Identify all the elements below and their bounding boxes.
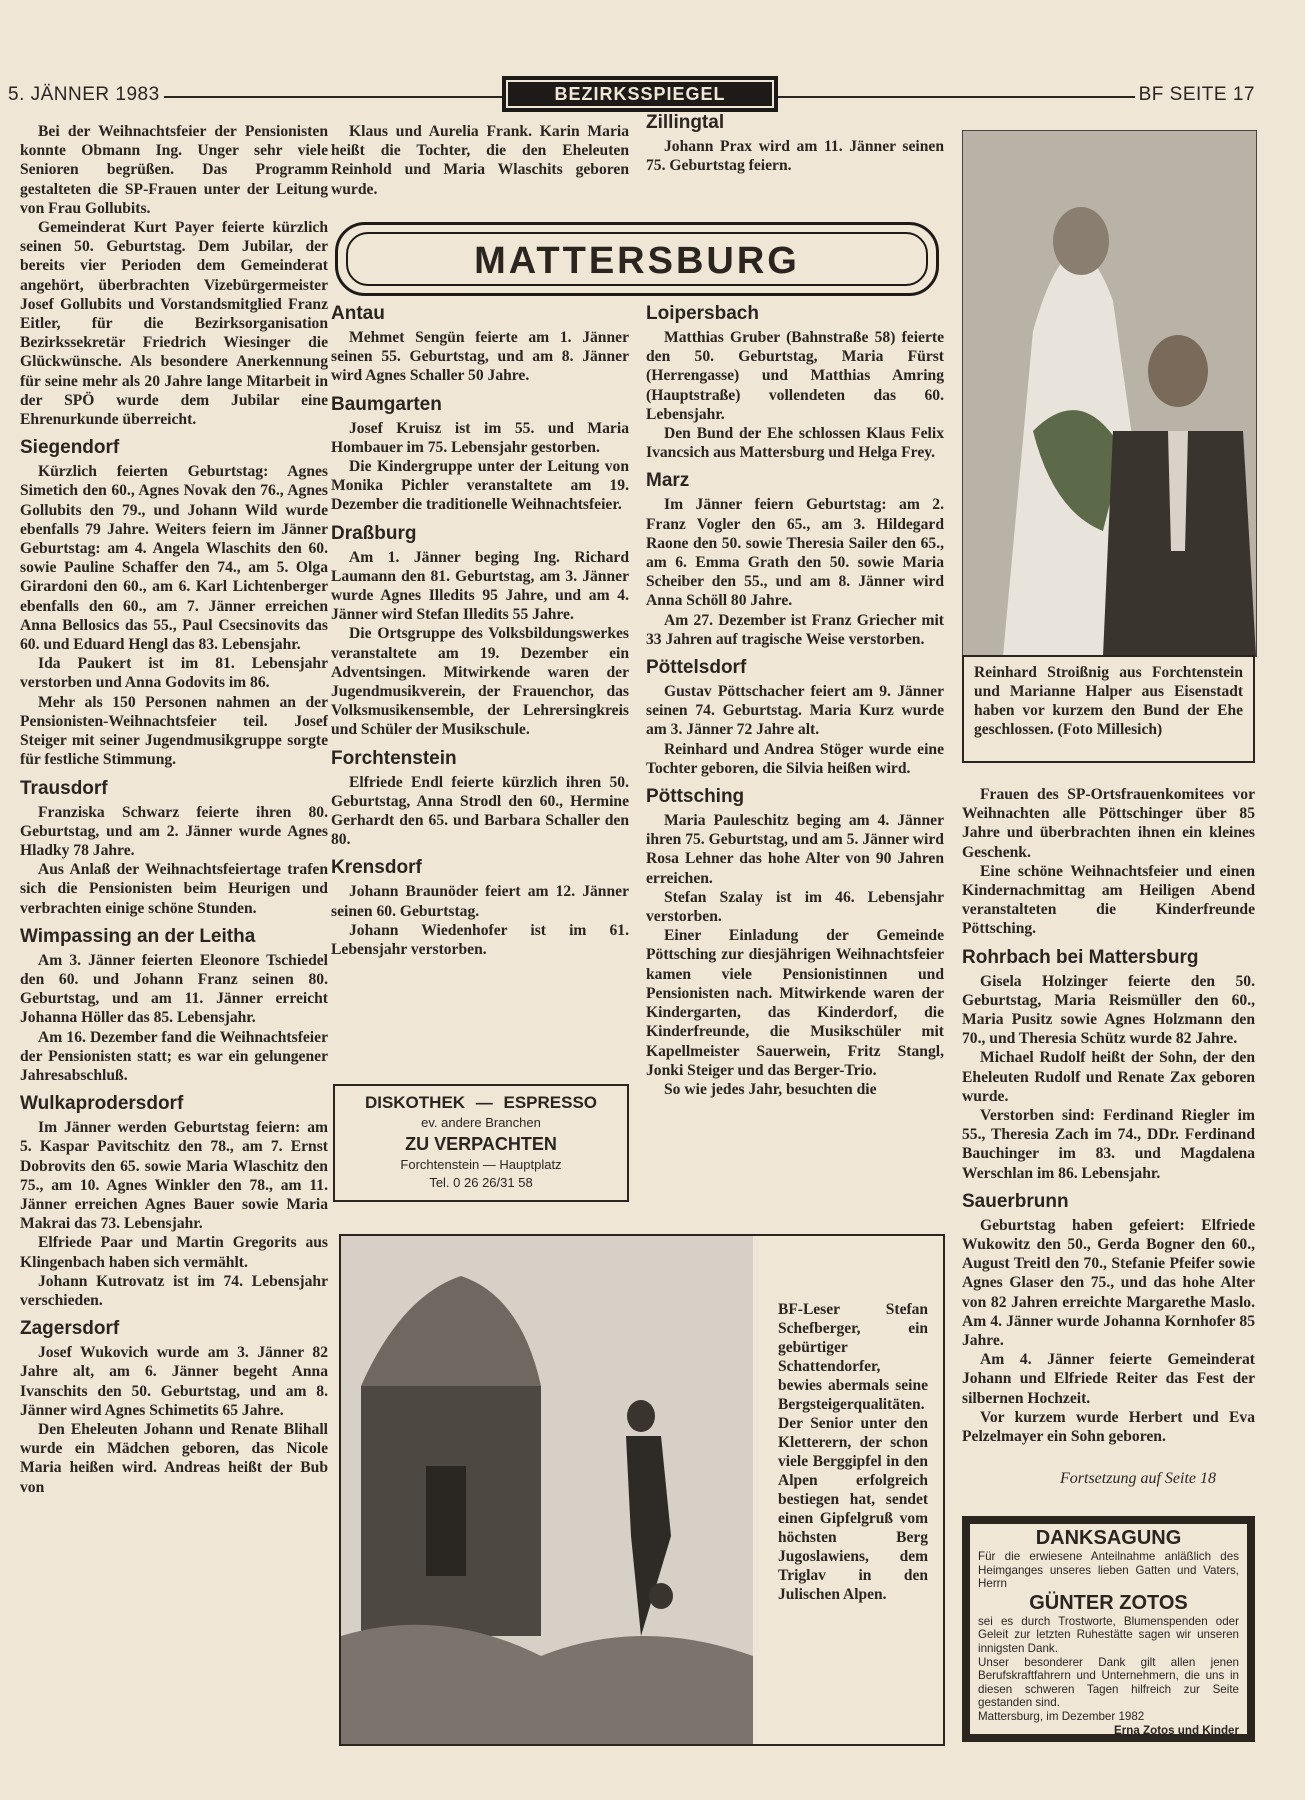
article-paragraph: Im Jänner werden Geburtstag feiern: am 5. Kaspar Pavitschitz den 78., am 7. Ernst Dobrovits den 65. sowie Maria Wlaschitz den 75., am 10. Agnes Winkler den 78., am 11. Jänner erreichen Agnes Bauer sowie Maria Makrai das 73. Lebensjahr. — [20, 1119, 328, 1233]
article-paragraph: Gemeinderat Kurt Payer feierte kürzlich seinen 50. Geburtstag. Dem Jubilar, der bereits vier Perioden dem Gemeinderat angehört, überbrachten Vizebürgermeister Josef Gollubits und Vorstandsmitglied Franz Eitler, für die Bezirksorganisation Bezirkssekretär Friedrich Wiesinger die Glückwünsche. Als besondere Anerkennung für seine mehr als 20 Jahre lange Mitarbeit in der SPÖ wurde dem Jubilar eine Ehrenurkunde überreicht. — [20, 219, 328, 429]
article-paragraph: Bei der Weihnachtsfeier der Pensionisten konnte Obmann Ing. Unger sehr viele Senioren begrüßen. Das Programm gestalteten die SP-Frauen unter der Leitung von Frau Gollubits. — [20, 123, 328, 217]
advertisement-box — [333, 1084, 629, 1202]
article-paragraph: Johann Wiedenhofer ist im 61. Lebensjahr verstorben. — [331, 921, 629, 959]
mattersburg-banner — [335, 222, 939, 296]
article-paragraph: Gisela Holzinger feierte den 50. Geburtstag, Maria Reismüller den 60., Maria Pusitz sowie Agnes Holzmann den 70., und Theresia Schütz wurde 82 Jahre. — [962, 972, 1255, 1048]
article-paragraph: Josef Kruisz ist im 55. und Maria Hombauer im 75. Lebensjahr gestorben. — [331, 419, 629, 456]
section-heading: Krensdorf — [331, 857, 422, 879]
page-header — [0, 84, 1305, 114]
danksagung-name: GÜNTER ZOTOS — [1029, 1591, 1188, 1614]
danksagung-text-2: sei es durch Trostworte, Blumenspenden oder Geleit zur letzten Ruhestätte sagen wir unseren innigsten Dank. — [978, 1614, 1239, 1655]
article-paragraph: Gustav Pöttschacher feiert am 9. Jänner seinen 74. Geburtstag. Maria Kurz wurde am 3. Jänner 72 Jahre alt. — [646, 683, 944, 739]
article-paragraph: So wie jedes Jahr, besuchten die — [664, 1080, 877, 1098]
section-heading: Trausdorf — [20, 777, 108, 799]
section-heading: Forchtenstein — [331, 747, 457, 769]
mountain-photo-caption: BF-Leser Stefan Schefberger, ein gebürtiger Schattendorfer, bewies abermals seine Bergsteigerqualitäten. Der Senior unter den Kletterern, der schon viele Berggipfel in den Alpen erfolgreich bestiegen hat, sendet einen Gipfelgruß vom höchsten Berg Jugoslawiens, dem Triglav in den Julischen Alpen. — [778, 1301, 928, 1603]
article-paragraph: Matthias Gruber (Bahnstraße 58) feierte den 50. Geburtstag, Maria Fürst (Herrengasse) und Matthias Amring (Hauptstraße) vollendeten das 60. Lebensjahr. — [646, 329, 944, 423]
article-paragraph: Die Kindergruppe unter der Leitung von Monika Pichler veranstaltete am 19. Dezember die traditionelle Weihnachtsfeier. — [331, 458, 629, 514]
article-paragraph: Kürzlich feierten Geburtstag: Agnes Simetich den 60., Agnes Novak den 76., Agnes Gollubits den 79., und Johann Wild wurde ebenfalls 79 Jahre. Weiters feiern im Jänner Geburtstag: am 4. Angela Wlaschits den 60. sowie Pauline Schaffer den 74., am 5. Olga Girardoni den 60., am 6. Karl Lichtenberger ebenfalls den 60., am 7. Jänner erreichen Anna Bellosics das 55., Paul Csecsinovits das 60. und Eduard Hengl das 83. Lebensjahr. — [20, 463, 328, 654]
continuation-note: Fortsetzung auf Seite 18 — [1060, 1470, 1216, 1487]
article-paragraph: Einer Einladung der Gemeinde Pöttsching zur diesjährigen Weihnachtsfeier kamen viele Pensionistinnen und Pensionisten nach. Mitwirkende waren der Kindergarten, das Kinderdorf, die Kinderfreunde, die Musikschüler mit Kapellmeister Sauerwein, Fritz Stangl, Jonki Steiger und das Berger-Trio. — [646, 927, 944, 1079]
mountain-photo-frame — [339, 1234, 945, 1746]
article-paragraph: Am 27. Dezember ist Franz Griecher mit 33 Jahren auf tragische Weise verstorben. — [646, 611, 944, 648]
ad-line-5: Tel. 0 26 26/31 58 — [429, 1175, 533, 1190]
article-paragraph: Johann Prax wird am 11. Jänner seinen 75. Geburtstag feiern. — [646, 138, 944, 175]
ad-line-2: ev. andere Branchen — [421, 1115, 541, 1130]
article-paragraph: Verstorben sind: Ferdinand Riegler im 55., Theresia Zach im 74., DDr. Ferdinand Bauchinger im 83. und Magdalena Werschlan im 86. Lebensjahr. — [962, 1107, 1255, 1182]
section-heading: Wulkaprodersdorf — [20, 1093, 184, 1115]
ad-line-1: DISKOTHEK — ESPRESSO — [364, 1093, 598, 1112]
wedding-photo-caption: Reinhard Stroißnig aus Forchtenstein und Marianne Halper aus Eisenstadt haben vor kurzem den Bund der Ehe geschlossen. (Foto Millesich) — [962, 655, 1255, 763]
banner-title: MATTERSBURG — [346, 232, 928, 286]
section-heading: Zillingtal — [646, 112, 725, 133]
article-paragraph: Die Ortsgruppe des Volksbildungswerkes veranstaltete am 19. Dezember ein Adventsingen. Mitwirkende waren der Jugendmusikverein, der Frauenchor, das Volksmusikensemble, der Lehrersingkreis und Schüler der Musikschule. — [331, 625, 629, 739]
section-heading: Antau — [331, 303, 385, 324]
section-heading: Siegendorf — [20, 437, 120, 459]
article-paragraph: Johann Braunöder feiert am 12. Jänner seinen 60. Geburtstag. — [331, 883, 629, 920]
issue-date: 5. JÄNNER 1983 — [8, 84, 164, 106]
section-heading: Pöttelsdorf — [646, 657, 747, 679]
article-paragraph: Mehr als 150 Personen nahmen an der Pensionisten-Weihnachtsfeier teil. Josef Steiger mit seiner Jugendmusikgruppe sorgte für festliche Stimmung. — [20, 693, 328, 769]
column-3 — [646, 303, 944, 1223]
column-2-top — [331, 122, 629, 202]
section-heading: Rohrbach bei Mattersburg — [962, 946, 1199, 968]
article-paragraph: Elfriede Endl feierte kürzlich ihren 50. Geburtstag, Anna Strodl den 60., Hermine Gerhardt den 65. und Barbara Schaller den 80. — [331, 773, 629, 849]
column-3-top — [646, 112, 944, 202]
danksagung-title: DANKSAGUNG — [1035, 1527, 1182, 1549]
article-paragraph: Eine schöne Weihnachtsfeier und einen Kindernachmittag am Heiligen Abend veranstalteten die Kinderfreunde Pöttsching. — [962, 862, 1255, 938]
wedding-photo-image — [963, 131, 1256, 656]
danksagung-box — [962, 1516, 1255, 1742]
article-paragraph: Geburtstag haben gefeiert: Elfriede Wukowitz den 50., Gerda Bogner den 60., August Treitl den 70., Stefanie Pfeifer sowie Agnes Glaser den 75., und das hohe Alter von 82 Jahren erreichte Margarethe Maslo. Am 4. Jänner wurde Johanna Kornhofer 85 Jahre. — [962, 1216, 1255, 1350]
article-paragraph: Elfriede Paar und Martin Gregorits aus Klingenbach haben sich vermählt. — [20, 1234, 328, 1271]
column-1 — [20, 122, 328, 1790]
danksagung-text-3: Unser besonderer Dank gilt allen jenen Berufskraftfahrern und Unternehmern, die uns in diesen schweren Tagen hilfreich zur Seite gestanden sind. — [978, 1655, 1239, 1710]
mountain-photo-image — [341, 1236, 753, 1744]
wedding-photo — [962, 130, 1257, 657]
article-paragraph: Mehmet Sengün feierte am 1. Jänner seinen 55. Geburtstag, und am 8. Jänner wird Agnes Schaller 50 Jahre. — [331, 329, 629, 385]
article-paragraph: Aus Anlaß der Weihnachtsfeiertage trafen sich die Pensionisten beim Heurigen und verbrachten einige schöne Stunden. — [20, 861, 328, 917]
section-heading: Sauerbrunn — [962, 1190, 1069, 1212]
article-paragraph: Am 3. Jänner feierten Eleonore Tschiedel den 60. und Johann Franz seinen 80. Geburtstag, und am 11. Jänner erreicht Johanna Höller das 85. Lebensjahr. — [20, 951, 328, 1027]
article-paragraph: Im Jänner feiern Geburtstag: am 2. Franz Vogler den 65., am 3. Hildegard Raone den 50. sowie Theresia Sailer den 65., am 6. Emma Grath den 50. sowie Maria Scheiber den 55., und am 8. Jänner wird Anna Schöll 80 Jahre. — [646, 496, 944, 610]
column-2 — [331, 303, 629, 1073]
article-paragraph: Klaus und Aurelia Frank. Karin Maria heißt die Tochter, die den Eheleuten Reinhold und Maria Wlaschits geboren wurde. — [331, 123, 629, 198]
page-number: BF SEITE 17 — [1135, 84, 1255, 106]
article-paragraph: Ida Paukert ist im 81. Lebensjahr verstorben und Anna Godovits im 86. — [20, 655, 328, 692]
article-paragraph: Stefan Szalay ist im 46. Lebensjahr verstorben. — [646, 888, 944, 926]
article-paragraph: Michael Rudolf heißt der Sohn, der den Eheleuten Rudolf und Renate Zax geboren wurde. — [962, 1049, 1255, 1105]
article-paragraph: Johann Kutrovatz ist im 74. Lebensjahr verschieden. — [20, 1272, 328, 1309]
section-heading: Pöttsching — [646, 786, 745, 808]
article-paragraph: Maria Pauleschitz beging am 4. Jänner ihren 75. Geburtstag, und am 5. Jänner wird Rosa Lehner das hohe Alter von 90 Jahren erreichen. — [646, 812, 944, 887]
article-paragraph: Reinhard und Andrea Stöger wurde eine Tochter geboren, die Silvia heißen wird. — [646, 740, 944, 777]
article-paragraph: Am 4. Jänner feierte Gemeinderat Johann und Elfriede Reiter das Fest der silbernen Hochzeit. — [962, 1351, 1255, 1407]
article-paragraph: Am 16. Dezember fand die Weihnachtsfeier der Pensionisten statt; es war ein gelungener Jahresabschluß. — [20, 1028, 328, 1084]
article-paragraph: Josef Wukovich wurde am 3. Jänner 82 Jahre alt, am 6. Jänner begeht Anna Ivanschits den 50. Geburtstag, und am 8. Jänner wird Agnes Schimetits 65 Jahre. — [20, 1344, 328, 1419]
article-paragraph: Den Eheleuten Johann und Renate Blihall wurde ein Mädchen geboren, das Nicole Maria heißen wird. Andreas heißt der Bub von — [20, 1420, 328, 1496]
article-paragraph: Franziska Schwarz feierte ihren 80. Geburtstag, und am 2. Jänner wurde Agnes Hladky 78 Jahre. — [20, 803, 328, 859]
ad-line-3: ZU VERPACHTEN — [405, 1134, 557, 1154]
danksagung-place-date: Mattersburg, im Dezember 1982 — [978, 1709, 1145, 1723]
section-heading: Marz — [646, 470, 690, 492]
article-paragraph: Den Bund der Ehe schlossen Klaus Felix Ivancsich aus Mattersburg und Helga Frey. — [646, 425, 944, 462]
section-heading: Baumgarten — [331, 393, 442, 415]
danksagung-text-1: Für die erwiesene Anteilnahme anläßlich des Heimganges unseres lieben Gatten und Vaters, Herrn — [978, 1550, 1239, 1591]
ad-line-4: Forchtenstein — Hauptplatz — [400, 1157, 562, 1172]
article-paragraph: Am 1. Jänner beging Ing. Richard Laumann den 81. Geburtstag, am 3. Jänner wurde Agnes Illedits 95 Jahre, und am 4. Jänner wird Stefan Illedits 55 Jahre. — [331, 548, 629, 624]
section-heading: Zagersdorf — [20, 1318, 120, 1340]
section-heading: Draßburg — [331, 522, 417, 544]
article-paragraph: Vor kurzem wurde Herbert und Eva Pelzelmayer ein Sohn geboren. — [962, 1408, 1255, 1446]
danksagung-signature: Erna Zotos und Kinder — [1114, 1723, 1239, 1737]
section-heading: Loipersbach — [646, 303, 759, 324]
article-paragraph: Frauen des SP-Ortsfrauenkomitees vor Weihnachten alle Pöttschinger über 85 Jahre und überbrachten ihnen ein kleines Geschenk. — [962, 786, 1255, 861]
section-heading: Wimpassing an der Leitha — [20, 925, 256, 947]
column-4 — [962, 785, 1255, 1465]
section-title: BEZIRKSSPIEGEL — [502, 76, 778, 112]
